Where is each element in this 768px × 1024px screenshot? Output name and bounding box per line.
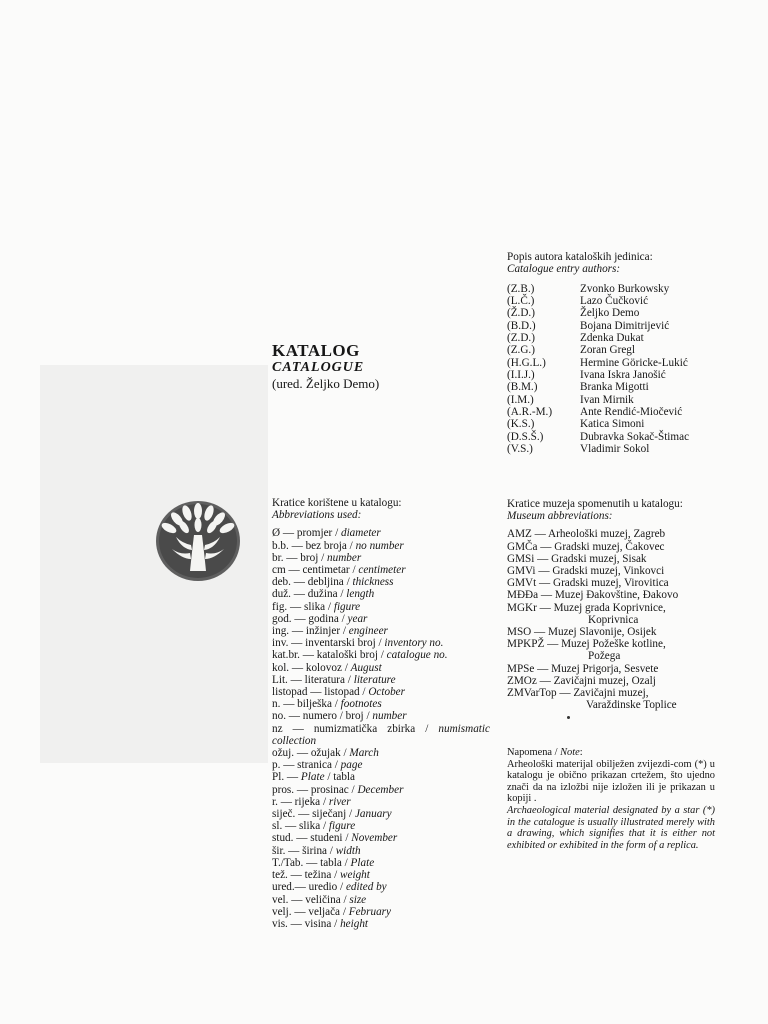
author-name: Lazo Čučković bbox=[580, 295, 649, 308]
abbreviations-heading: Kratice korištene u katalogu: bbox=[272, 497, 402, 509]
museum-item bbox=[507, 602, 722, 626]
abbreviation-en: engineer bbox=[348, 625, 388, 638]
museum-item bbox=[507, 589, 722, 601]
abbreviation-row bbox=[272, 771, 490, 783]
museums-list bbox=[507, 528, 722, 711]
museum-item bbox=[507, 541, 722, 553]
author-code: (Z.G.) bbox=[507, 344, 535, 357]
abbreviation-hr: r. — rijeka / bbox=[272, 795, 329, 808]
author-row bbox=[507, 418, 689, 430]
abbreviation-row bbox=[272, 710, 490, 722]
abbreviation-en: Plate bbox=[300, 771, 325, 784]
abbreviation-hr: vel. — veličina / bbox=[272, 893, 350, 906]
author-name: Željko Demo bbox=[580, 307, 640, 320]
abbreviation-hr: br. — broj / bbox=[272, 551, 328, 564]
author-code: (V.S.) bbox=[507, 443, 533, 456]
abbreviation-hr: no. — numero / broj / bbox=[272, 710, 373, 723]
abbreviation-en: centimeter bbox=[358, 564, 406, 577]
abbreviation-hr: šir. — širina / bbox=[272, 844, 336, 857]
authors-heading-en: Catalogue entry authors: bbox=[507, 263, 621, 276]
abbreviation-row bbox=[272, 759, 490, 771]
abbreviation-row bbox=[272, 796, 490, 808]
abbreviation-en: width bbox=[335, 844, 361, 857]
abbreviation-row bbox=[272, 674, 490, 686]
authors-heading: Popis autora kataloških jedinica: bbox=[507, 251, 653, 263]
abbreviation-hr: Lit. — literatura / bbox=[272, 673, 354, 686]
abbreviation-row bbox=[272, 698, 490, 710]
abbreviation-en: weight bbox=[340, 869, 370, 882]
author-name: Zoran Gregl bbox=[580, 344, 635, 357]
abbreviation-row bbox=[272, 686, 490, 698]
abbreviation-hr: ured.— uredio / bbox=[272, 881, 346, 894]
abbreviation-hr: kol. — kolovoz / bbox=[272, 661, 351, 674]
museum-line: AMZ — Arheološki muzej, Zagreb bbox=[507, 528, 666, 541]
abbreviation-row bbox=[272, 832, 490, 844]
abbreviations-list bbox=[272, 527, 490, 930]
abbreviation-row bbox=[272, 662, 490, 674]
abbreviation-row bbox=[272, 601, 490, 613]
abbreviation-en: February bbox=[348, 905, 391, 918]
abbreviation-en: catalogue no. bbox=[386, 649, 448, 662]
abbreviation-en: diameter bbox=[340, 527, 381, 540]
abbreviation-row bbox=[272, 918, 490, 930]
museum-item bbox=[507, 675, 722, 687]
abbreviation-en: literature bbox=[353, 673, 396, 686]
abbreviation-hr: stud. — studeni / bbox=[272, 832, 352, 845]
abbreviation-row bbox=[272, 857, 490, 869]
author-name: Zvonko Burkowsky bbox=[580, 282, 670, 295]
abbreviation-en: height bbox=[340, 917, 369, 930]
abbreviation-hr: siječ. — siječanj / bbox=[272, 808, 355, 821]
author-code: (D.S.Š.) bbox=[507, 430, 544, 443]
abbreviation-en: no number bbox=[355, 539, 404, 552]
abbreviation-row bbox=[272, 845, 490, 857]
author-row bbox=[507, 369, 689, 381]
author-name: Bojana Dimitrijević bbox=[580, 319, 670, 332]
abbreviation-row bbox=[272, 808, 490, 820]
abbreviation-en: figure bbox=[333, 600, 361, 613]
note-section bbox=[507, 747, 715, 851]
abbreviation-row bbox=[272, 820, 490, 832]
author-row bbox=[507, 431, 689, 443]
author-row bbox=[507, 344, 689, 356]
note-heading: Napomena / Note: bbox=[507, 747, 583, 758]
museum-line-continued: Požega bbox=[588, 650, 621, 663]
abbreviation-hr: ing. — inžinjer / bbox=[272, 625, 349, 638]
abbreviation-hr: god. — godina / bbox=[272, 612, 348, 625]
museum-line: ZMVarTop — Zavičajni muzej, bbox=[507, 687, 649, 700]
author-code: (B.D.) bbox=[507, 319, 536, 332]
author-row bbox=[507, 394, 689, 406]
abbreviation-hr: Pl. — bbox=[272, 771, 301, 784]
abbreviation-en: August bbox=[350, 661, 382, 674]
abbreviation-hr: tež. — težina / bbox=[272, 869, 341, 882]
abbreviation-row bbox=[272, 784, 490, 796]
author-row bbox=[507, 381, 689, 393]
author-row bbox=[507, 295, 689, 307]
editor-credit: (ured. Željko Demo) bbox=[272, 376, 380, 391]
abbreviation-hr: b.b. — bez broja / bbox=[272, 539, 356, 552]
abbreviation-row bbox=[272, 894, 490, 906]
museum-line-continued: Koprivnica bbox=[588, 613, 639, 626]
author-name: Ivan Mirnik bbox=[580, 393, 634, 406]
abbreviation-en: number bbox=[372, 710, 407, 723]
abbreviation-hr: Ø — promjer / bbox=[272, 527, 341, 540]
abbreviations-section bbox=[272, 497, 490, 930]
abbreviation-row bbox=[272, 723, 490, 747]
museum-line: MĐĐa — Muzej Đakovštine, Đakovo bbox=[507, 589, 679, 602]
abbreviation-row bbox=[272, 869, 490, 881]
abbreviation-en: year bbox=[347, 612, 368, 625]
museum-item bbox=[507, 663, 722, 675]
museum-abbreviations-section bbox=[507, 498, 722, 711]
abbreviation-en: length bbox=[346, 588, 375, 601]
museums-heading: Kratice muzeja spomenutih u katalogu: bbox=[507, 498, 683, 510]
author-row bbox=[507, 320, 689, 332]
author-row bbox=[507, 406, 689, 418]
author-code: (H.G.L.) bbox=[507, 356, 546, 369]
abbreviation-hr: vis. — visina / bbox=[272, 917, 341, 930]
author-name: Ivana Iskra Janošić bbox=[580, 369, 666, 382]
author-row bbox=[507, 283, 689, 295]
abbreviation-en: January bbox=[354, 808, 392, 821]
abbreviation-tail: / tabla bbox=[324, 771, 355, 784]
abbreviation-en: March bbox=[349, 747, 379, 760]
museum-item bbox=[507, 553, 722, 565]
museum-item bbox=[507, 626, 722, 638]
museum-line: MSO — Muzej Slavonije, Osijek bbox=[507, 626, 657, 639]
abbreviation-en: inventory no. bbox=[384, 637, 444, 650]
separator-dot bbox=[567, 716, 570, 719]
abbreviation-hr: ožuj. — ožujak / bbox=[272, 747, 350, 760]
museum-item bbox=[507, 577, 722, 589]
museums-heading-en: Museum abbreviations: bbox=[507, 510, 613, 523]
author-code: (B.M.) bbox=[507, 381, 538, 394]
abbreviation-row bbox=[272, 588, 490, 600]
abbreviation-row bbox=[272, 540, 490, 552]
museum-item bbox=[507, 565, 722, 577]
abbreviation-hr: kat.br. — kataloški broj / bbox=[272, 649, 387, 662]
abbreviation-hr: n. — bilješka / bbox=[272, 698, 341, 711]
abbreviation-hr: inv. — inventarski broj / bbox=[272, 637, 385, 650]
abbreviation-row bbox=[272, 576, 490, 588]
tree-emblem-icon bbox=[154, 499, 242, 583]
author-code: (I.M.) bbox=[507, 393, 534, 406]
abbreviation-en: October bbox=[368, 686, 406, 699]
abbreviation-hr: fig. — slika / bbox=[272, 600, 334, 613]
authors-list bbox=[507, 283, 689, 456]
museum-line-continued: Varaždinske Toplice bbox=[586, 699, 677, 712]
author-code: (L.Č.) bbox=[507, 295, 535, 308]
museum-line: MGKr — Muzej grada Koprivnice, bbox=[507, 601, 666, 614]
abbreviation-hr: duž. — dužina / bbox=[272, 588, 347, 601]
author-name: Vladimir Sokol bbox=[580, 443, 650, 456]
author-row bbox=[507, 307, 689, 319]
abbreviation-en: number bbox=[327, 551, 362, 564]
note-text-en: Archaeological material designated by a star (*) in the catalogue is usually illustrated merely with a drawing, which signifies that it is either not exhibited or exhibited in the form of a replica. bbox=[507, 804, 715, 851]
museum-line: GMVt — Gradski muzej, Virovitica bbox=[507, 577, 669, 590]
museum-line: GMSi — Gradski muzej, Sisak bbox=[507, 552, 647, 565]
abbreviation-row bbox=[272, 552, 490, 564]
page-subtitle: CATALOGUE bbox=[272, 360, 365, 375]
abbreviation-en: November bbox=[351, 832, 398, 845]
abbreviation-hr: deb. — debljina / bbox=[272, 576, 353, 589]
museum-line: MPKPŽ — Muzej Požeške kotline, bbox=[507, 638, 666, 651]
abbreviation-row bbox=[272, 747, 490, 759]
abbreviation-row bbox=[272, 637, 490, 649]
museum-item bbox=[507, 638, 722, 662]
abbreviation-en: page bbox=[340, 759, 363, 772]
author-row bbox=[507, 357, 689, 369]
museum-line: GMVi — Gradski muzej, Vinkovci bbox=[507, 565, 665, 578]
abbreviation-row bbox=[272, 564, 490, 576]
abbreviation-en: edited by bbox=[345, 881, 387, 894]
abbreviation-en: thickness bbox=[352, 576, 394, 589]
note-text-hr: Arheološki materijal obilježen zvijezdi-com (*) u katalogu je obično prikazan crtežem, što ujedno znači da na izložbi nije izložen ili je prikazan u kopiji . bbox=[507, 758, 715, 805]
museum-line: ZMOz — Zavičajni muzej, Ozalj bbox=[507, 674, 656, 687]
abbreviation-en: size bbox=[349, 893, 367, 906]
author-name: Zdenka Dukat bbox=[580, 332, 644, 345]
abbreviation-hr: sl. — slika / bbox=[272, 820, 329, 833]
catalogue-title-block bbox=[272, 342, 379, 392]
abbreviation-hr: listopad — listopad / bbox=[272, 686, 369, 699]
author-code: (Z.D.) bbox=[507, 332, 535, 345]
author-code: (K.S.) bbox=[507, 418, 535, 431]
author-code: (I.I.J.) bbox=[507, 369, 535, 382]
abbreviation-hr: p. — stranica / bbox=[272, 759, 341, 772]
author-code: (Z.B.) bbox=[507, 282, 535, 295]
author-name: Branka Migotti bbox=[580, 381, 649, 394]
author-code: (A.R.-M.) bbox=[507, 406, 553, 419]
author-name: Dubravka Sokač-Štimac bbox=[580, 430, 690, 443]
author-row bbox=[507, 443, 689, 455]
abbreviation-hr: pros. — prosinac / bbox=[272, 783, 358, 796]
authors-section bbox=[507, 251, 689, 456]
museum-line: GMČa — Gradski muzej, Čakovec bbox=[507, 540, 665, 553]
abbreviation-row bbox=[272, 649, 490, 661]
abbreviation-hr: T./Tab. — tabla / bbox=[272, 856, 351, 869]
abbreviation-hr: velj. — veljača / bbox=[272, 905, 349, 918]
author-name: Ante Rendić-Miočević bbox=[580, 406, 683, 419]
author-name: Hermine Göricke-Lukić bbox=[580, 356, 688, 369]
abbreviation-row bbox=[272, 613, 490, 625]
abbreviation-en: December bbox=[357, 783, 404, 796]
museum-item bbox=[507, 687, 722, 711]
abbreviation-en: river bbox=[328, 795, 351, 808]
abbreviation-en: numismatic collection bbox=[272, 722, 490, 747]
author-code: (Ž.D.) bbox=[507, 307, 535, 320]
page-title: KATALOG bbox=[272, 341, 360, 360]
abbreviation-en: Plate bbox=[350, 856, 375, 869]
abbreviation-row bbox=[272, 906, 490, 918]
museum-item bbox=[507, 528, 722, 540]
abbreviation-row bbox=[272, 625, 490, 637]
abbreviation-row bbox=[272, 527, 490, 539]
author-name: Katica Simoni bbox=[580, 418, 645, 431]
abbreviations-heading-en: Abbreviations used: bbox=[272, 509, 362, 522]
abbreviation-en: figure bbox=[328, 820, 356, 833]
abbreviation-hr: nz — numizmatička zbirka / bbox=[272, 722, 439, 735]
museum-line: MPSe — Muzej Prigorja, Sesvete bbox=[507, 662, 659, 675]
abbreviation-hr: cm — centimetar / bbox=[272, 564, 359, 577]
abbreviation-en: footnotes bbox=[340, 698, 382, 711]
author-row bbox=[507, 332, 689, 344]
abbreviation-row bbox=[272, 881, 490, 893]
